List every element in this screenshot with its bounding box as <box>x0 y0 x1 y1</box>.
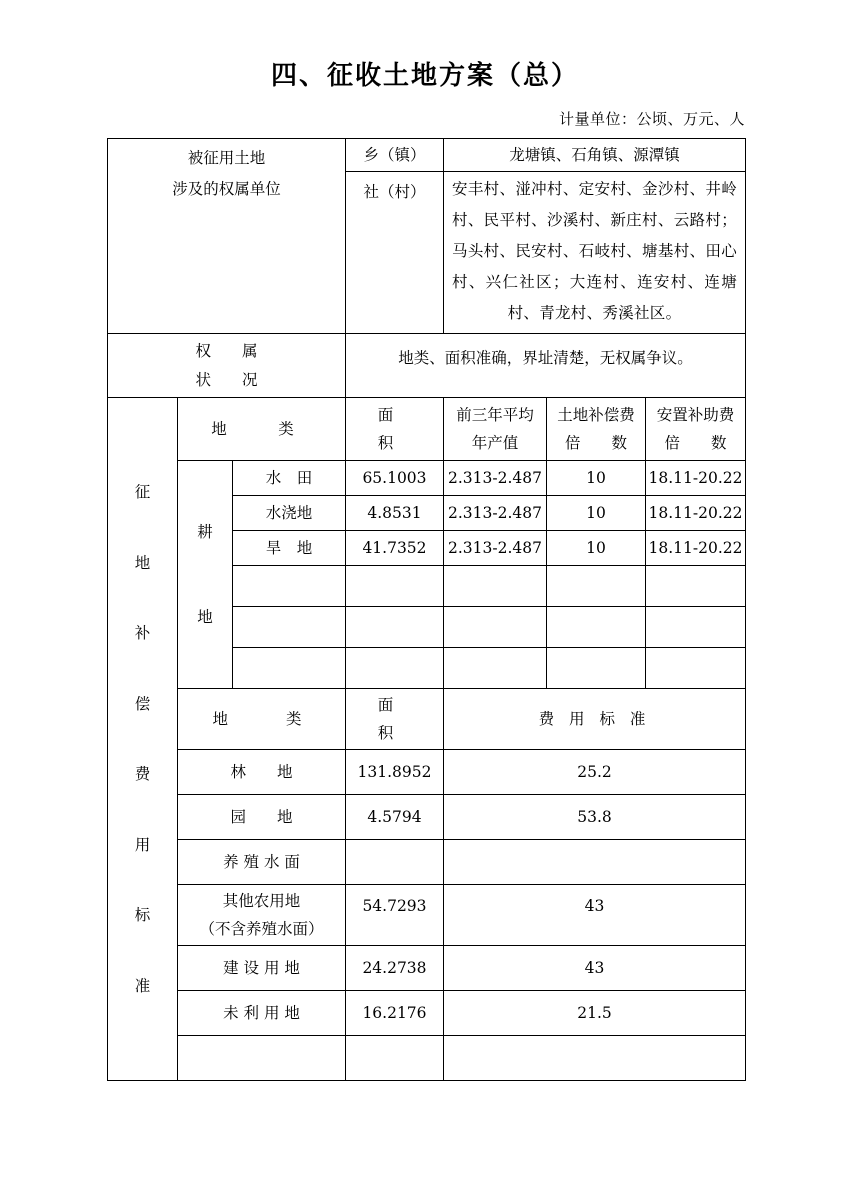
area-cell <box>346 566 444 607</box>
fee-standard-cell <box>444 840 746 885</box>
land-comp-multiple-cell: 10 <box>547 531 646 566</box>
resettle-multiple-cell: 18.11-20.22 <box>646 461 746 496</box>
col-header-fee-standard <box>444 689 746 750</box>
area-cell: 65.1003 <box>346 461 444 496</box>
col-header-area-2-label: 面 积 <box>377 695 445 743</box>
page-title: 四、征收土地方案（总） <box>270 61 579 91</box>
group-label-char: 耕 <box>197 523 213 541</box>
land-comp-multiple-cell: 10 <box>547 461 646 496</box>
avg-yield-cell <box>444 607 547 648</box>
side-label-char: 标 <box>134 906 151 925</box>
owner-units-label-line2: 涉及的权属单位 <box>172 180 281 198</box>
area-cell <box>346 607 444 648</box>
col-header-avg-yield-l1: 前三年平均 <box>456 405 534 424</box>
township-value-cell: 龙塘镇、石角镇、源潭镇 <box>444 139 746 172</box>
land-comp-multiple-cell <box>547 607 646 648</box>
landtype-cell <box>233 648 346 689</box>
area-cell: 16.2176 <box>346 991 444 1036</box>
table-row-empty <box>108 1036 746 1081</box>
landtype-line2: （不含养殖水面） <box>199 920 324 939</box>
side-label-char: 费 <box>134 765 151 784</box>
landtype-cell: 建 设 用 地 <box>178 946 346 991</box>
col-header-avg-yield-l2: 年产值 <box>471 434 519 453</box>
area-cell: 54.7293 <box>346 885 444 946</box>
landtype-cell: 水浇地 <box>233 496 346 531</box>
col-header-landtype-2 <box>178 689 346 750</box>
ownership-status-label-line1: 权 属 <box>195 342 258 360</box>
compensation-side-label-cell <box>108 398 178 1081</box>
table-row-paddy <box>108 461 746 496</box>
side-label-char: 偿 <box>134 694 151 713</box>
resettle-multiple-cell <box>646 566 746 607</box>
ownership-status-label-cell <box>108 334 346 398</box>
col-header-area <box>346 398 444 461</box>
landtype-cell: 未 利 用 地 <box>178 991 346 1036</box>
landtype-cell <box>178 885 346 946</box>
resettle-multiple-cell <box>646 607 746 648</box>
col-header-resettle-multiple <box>646 398 746 461</box>
col-header-landtype <box>178 398 346 461</box>
table-row-forest <box>108 750 746 795</box>
cultivated-group-label <box>178 480 232 670</box>
resettle-multiple-cell <box>646 648 746 689</box>
land-comp-multiple-cell: 10 <box>547 496 646 531</box>
col-header-fee-standard-label: 费 用 标 准 <box>538 710 651 728</box>
land-comp-multiple-cell <box>547 566 646 607</box>
land-comp-multiple-cell <box>547 648 646 689</box>
side-label-char: 用 <box>134 835 151 854</box>
avg-yield-cell: 2.313-2.487 <box>444 461 547 496</box>
table-row-aquaculture <box>108 840 746 885</box>
avg-yield-cell <box>444 648 547 689</box>
col-header-resettle-l2: 倍 数 <box>664 434 727 453</box>
land-acquisition-table <box>107 138 746 1081</box>
area-cell: 41.7352 <box>346 531 444 566</box>
col-header-area-2 <box>346 689 444 750</box>
village-list: 安丰村、湴冲村、定安村、金沙村、井岭村、民平村、沙溪村、新庄村、云路村；马头村、民安村、石岐村、塘基村、田心村、兴仁社区；大连村、连安村、连塘村、青龙村、秀溪社区。 <box>452 180 737 322</box>
area-cell: 24.2738 <box>346 946 444 991</box>
compensation-side-label <box>108 449 177 1029</box>
township-label-cell: 乡（镇） <box>346 139 444 172</box>
col-header-land-comp-l2: 倍 数 <box>564 434 627 453</box>
col-header-land-comp-l1: 土地补偿费 <box>557 405 635 424</box>
side-label-char: 准 <box>134 976 151 995</box>
village-value-cell <box>444 172 746 334</box>
side-label-char: 地 <box>134 553 151 572</box>
ownership-status-label-line2: 状 况 <box>195 370 258 389</box>
resettle-multiple-cell: 18.11-20.22 <box>646 496 746 531</box>
resettle-multiple-cell: 18.11-20.22 <box>646 531 746 566</box>
ownership-status-value-cell <box>346 334 746 398</box>
landtype-line1: 其他农用地 <box>222 891 301 910</box>
table-row-construction <box>108 946 746 991</box>
table-row-ownership-status <box>108 334 746 398</box>
side-label-char: 补 <box>134 624 151 643</box>
landtype-cell: 林 地 <box>178 750 346 795</box>
fee-standard-cell: 53.8 <box>444 795 746 840</box>
fee-standard-cell: 25.2 <box>444 750 746 795</box>
landtype-cell: 旱 地 <box>233 531 346 566</box>
col-header-avg-yield <box>444 398 547 461</box>
area-cell <box>346 840 444 885</box>
village-label-cell: 社（村） <box>346 172 444 334</box>
area-cell <box>346 648 444 689</box>
measurement-unit-note: 计量单位：公顷、万元、人 <box>558 110 745 128</box>
table-row-other-agricultural <box>108 885 746 946</box>
table-row-header-1 <box>108 398 746 461</box>
avg-yield-cell: 2.313-2.487 <box>444 496 547 531</box>
owner-units-label-line1: 被征用土地 <box>187 149 266 167</box>
landtype-cell <box>233 566 346 607</box>
col-header-area-label: 面 积 <box>377 405 445 453</box>
landtype-cell: 水 田 <box>233 461 346 496</box>
area-cell: 131.8952 <box>346 750 444 795</box>
area-cell: 4.8531 <box>346 496 444 531</box>
owner-units-label-cell <box>108 139 346 334</box>
table-row-township <box>108 139 746 172</box>
area-cell <box>346 1036 444 1081</box>
col-header-landtype-2-label: 地 类 <box>212 710 311 728</box>
fee-standard-cell: 21.5 <box>444 991 746 1036</box>
col-header-land-comp-multiple <box>547 398 646 461</box>
landtype-cell: 园 地 <box>178 795 346 840</box>
cultivated-group-label-cell <box>178 461 233 689</box>
landtype-cell <box>233 607 346 648</box>
fee-standard-cell: 43 <box>444 885 746 946</box>
table-row-garden <box>108 795 746 840</box>
side-label-char: 征 <box>134 483 151 502</box>
table-row-unused <box>108 991 746 1036</box>
avg-yield-cell: 2.313-2.487 <box>444 531 547 566</box>
area-cell: 4.5794 <box>346 795 444 840</box>
landtype-cell <box>178 1036 346 1081</box>
fee-standard-cell: 43 <box>444 946 746 991</box>
group-label-char: 地 <box>197 608 213 626</box>
landtype-cell: 养 殖 水 面 <box>178 840 346 885</box>
col-header-resettle-l1: 安置补助费 <box>656 405 735 424</box>
ownership-status-text: 地类、面积准确，界址清楚，无权属争议。 <box>398 349 693 367</box>
fee-standard-cell <box>444 1036 746 1081</box>
col-header-landtype-label: 地 类 <box>211 420 312 438</box>
avg-yield-cell <box>444 566 547 607</box>
table-row-header-2 <box>108 689 746 750</box>
